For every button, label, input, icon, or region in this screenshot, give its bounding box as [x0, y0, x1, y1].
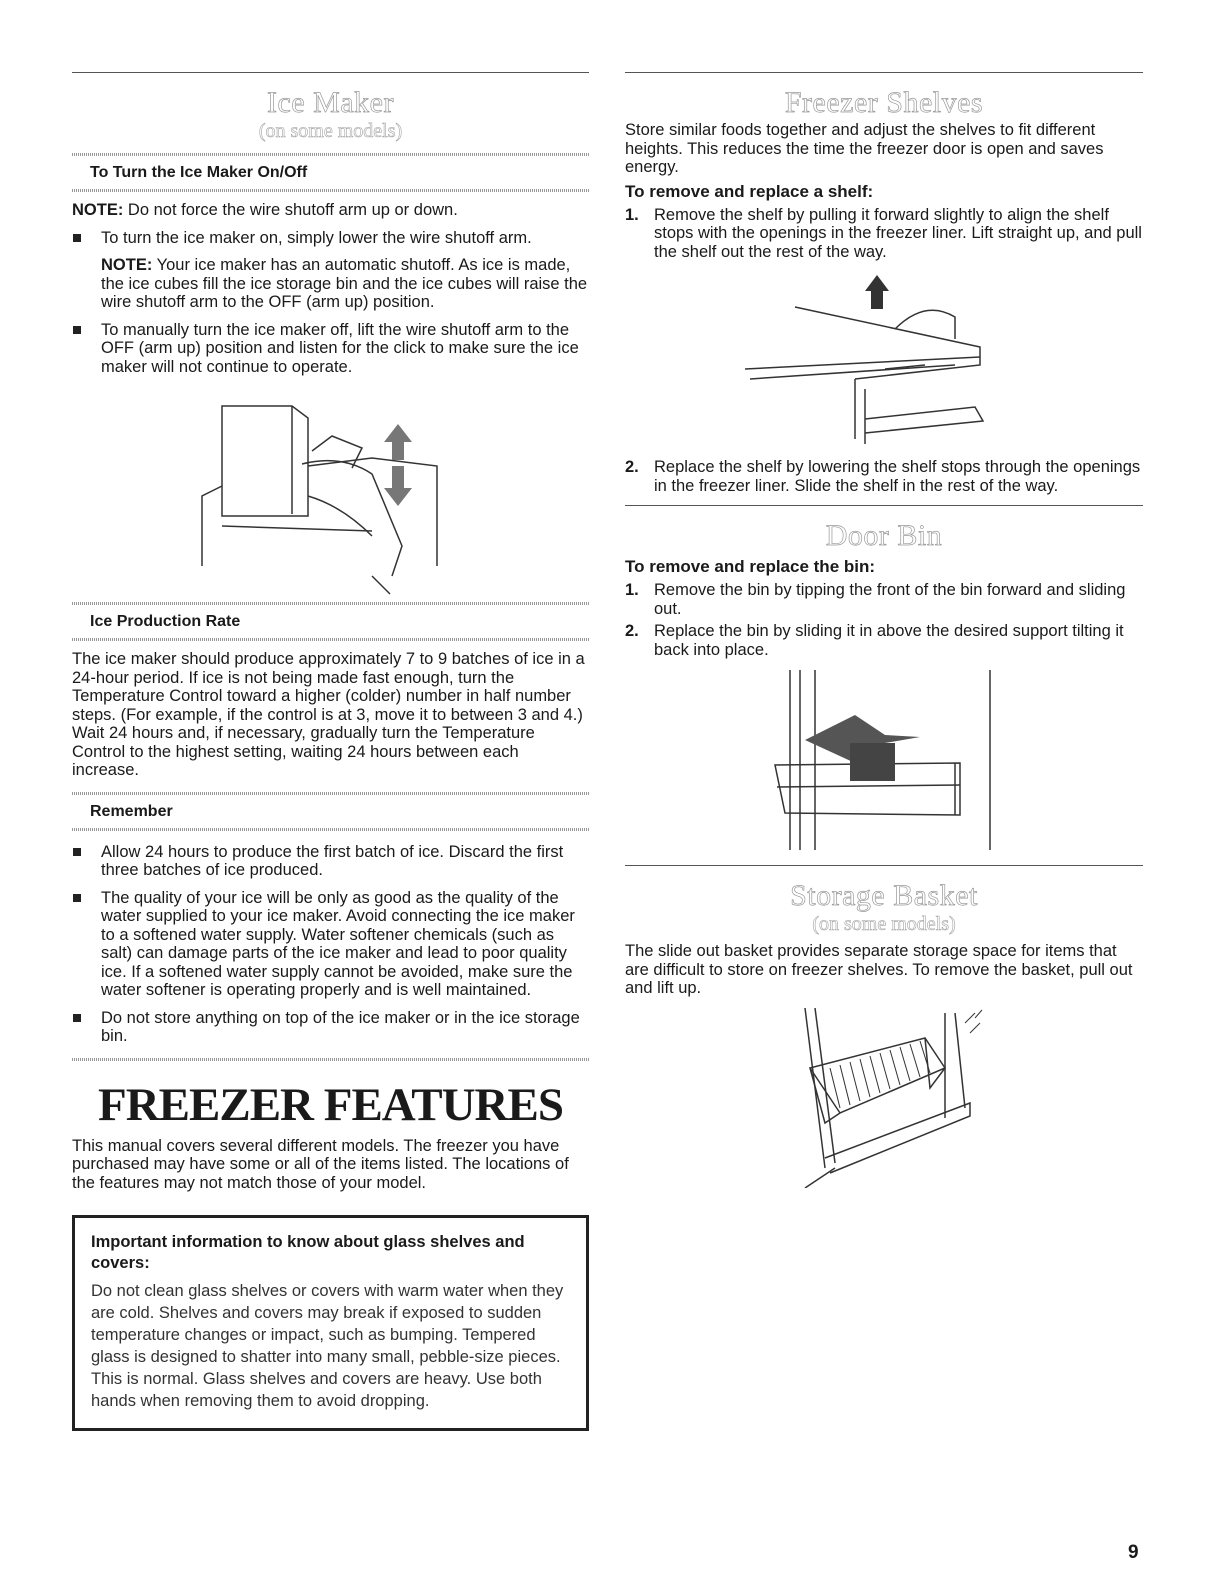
- arrow-up-icon: [384, 424, 412, 460]
- note2-paragraph: [72, 256, 589, 312]
- top-rule: [625, 72, 1143, 73]
- step-text: Replace the bin by sliding it in above the desired support tilting it back into place.: [654, 622, 1124, 659]
- storage-basket-subtitle: (on some models): [812, 913, 956, 935]
- left-column: [72, 72, 589, 1431]
- bullet-turn-off: To manually turn the ice maker off, lift the wire shutoff arm to the OFF (arm up) position and listen for the click to make sure the ice maker will not continue to operate.: [72, 321, 589, 377]
- door-bin-illustration: [625, 665, 1143, 855]
- storage-basket-illustration: [625, 1008, 1143, 1188]
- arrow-up-icon: [865, 275, 889, 309]
- remember-item: Do not store anything on top of the ice maker or in the ice storage bin.: [72, 1009, 589, 1046]
- remember-item: Allow 24 hours to produce the first batch of ice. Discard the first three batches of ice produced.: [72, 843, 589, 880]
- step-text: Replace the shelf by lowering the shelf stops through the openings in the freezer liner. Slide the shelf in the rest of the way.: [654, 458, 1141, 495]
- ice-maker-illustration: [72, 396, 589, 596]
- shelf-heading: To remove and replace a shelf:: [625, 181, 874, 201]
- step-number: 2.: [625, 458, 639, 476]
- step-text: Remove the shelf by pulling it forward slightly to align the shelf stops with the openings in the freezer liner. Lift straight up, and pull the shelf out the rest of the way.: [654, 205, 1142, 261]
- bin-heading: To remove and replace the bin:: [625, 557, 876, 576]
- freezer-shelves-title: Freezer Shelves: [784, 86, 984, 119]
- note-label: NOTE:: [72, 201, 124, 219]
- onoff-heading: To Turn the Ice Maker On/Off: [90, 164, 308, 181]
- storage-basket-title: Storage Basket: [790, 879, 978, 912]
- note2-text: Your ice maker has an automatic shutoff. As ice is made, the ice cubes fill the ice storage bin and the ice cubes will raise the wire shutoff arm to the OFF (arm up) position.: [101, 256, 588, 311]
- bin-step-1: [625, 581, 1143, 618]
- arrow-down-icon: [384, 466, 412, 506]
- right-column: [625, 72, 1143, 1188]
- storage-basket-text: The slide out basket provides separate storage space for items that are difficult to store on freezer shelves. To remove the basket, pull out and lift up.: [625, 942, 1133, 997]
- warning-box-title: Important information to know about glass shelves and covers:: [91, 1233, 525, 1272]
- rate-text: The ice maker should produce approximately 7 to 9 batches of ice in a 24-hour period. If ice is not being made fast enough, turn the Temperature Control toward a higher (colder) number in half number steps. (For example, if the control is at 3, move it to between 3 and 4.) Wait 24 hours and, if necessary, gradually turn the Temperature Control to the highest setting, waiting 24 hours between each increase.: [72, 650, 585, 779]
- freezer-shelves-intro: Store similar foods together and adjust the shelves to fit different heights. This reduces the time the freezer door is open and saves energy.: [625, 121, 1104, 176]
- rate-heading: Ice Production Rate: [90, 613, 241, 630]
- page-number: 9: [1128, 1542, 1139, 1563]
- note2-label: NOTE:: [101, 256, 153, 274]
- ice-maker-title: Ice Maker: [267, 86, 394, 119]
- step-number: 1.: [625, 205, 639, 224]
- remember-item: The quality of your ice will be only as good as the quality of the water supplied to your ice maker. Avoid connecting the ice maker to a softened water supply. Water softener chemicals (such as salt) can damage parts of the ice maker and lead to poor quality ice. If a softened water supply cannot be avoided, make sure the water softener is operating properly and is well maintained.: [72, 889, 589, 1000]
- warning-box-text: Do not clean glass shelves or covers with warm water when they are cold. Shelves and covers may break if exposed to sudden temperature changes or impact, such as bumping. Tempered glass is designed to shatter into many small, pebble-size pieces. This is normal. Glass shelves and covers are heavy. Use both hands when removing them to avoid dropping.: [91, 1282, 564, 1410]
- section-rule: [625, 865, 1143, 866]
- section-rule: [625, 505, 1143, 506]
- bullet-turn-on: To turn the ice maker on, simply lower the wire shutoff arm.: [72, 229, 589, 248]
- step-number: 2.: [625, 622, 639, 640]
- door-bin-title: Door Bin: [825, 519, 943, 552]
- divider: [72, 1058, 589, 1061]
- shelf-illustration: [625, 269, 1143, 454]
- freezer-features-title: FREEZER FEATURES: [98, 1078, 563, 1131]
- divider: [72, 638, 589, 641]
- divider: [72, 828, 589, 831]
- shelf-step-1: [625, 206, 1143, 262]
- glass-shelves-warning-box: [72, 1215, 589, 1431]
- bin-step-2: [625, 622, 1143, 659]
- step-text: Remove the bin by tipping the front of the bin forward and sliding out.: [654, 581, 1126, 618]
- shelf-step-2: [625, 458, 1143, 495]
- divider: [72, 189, 589, 192]
- top-rule: [72, 72, 589, 73]
- freezer-features-intro: This manual covers several different models. The freezer you have purchased may have some or all of the items listed. The locations of the features may not match those of your model.: [72, 1136, 569, 1192]
- note-paragraph: [72, 201, 589, 220]
- note-text: Do not force the wire shutoff arm up or down.: [123, 201, 458, 219]
- step-number: 1.: [625, 581, 639, 599]
- remember-heading: Remember: [90, 802, 173, 820]
- ice-maker-subtitle: (on some models): [258, 120, 403, 142]
